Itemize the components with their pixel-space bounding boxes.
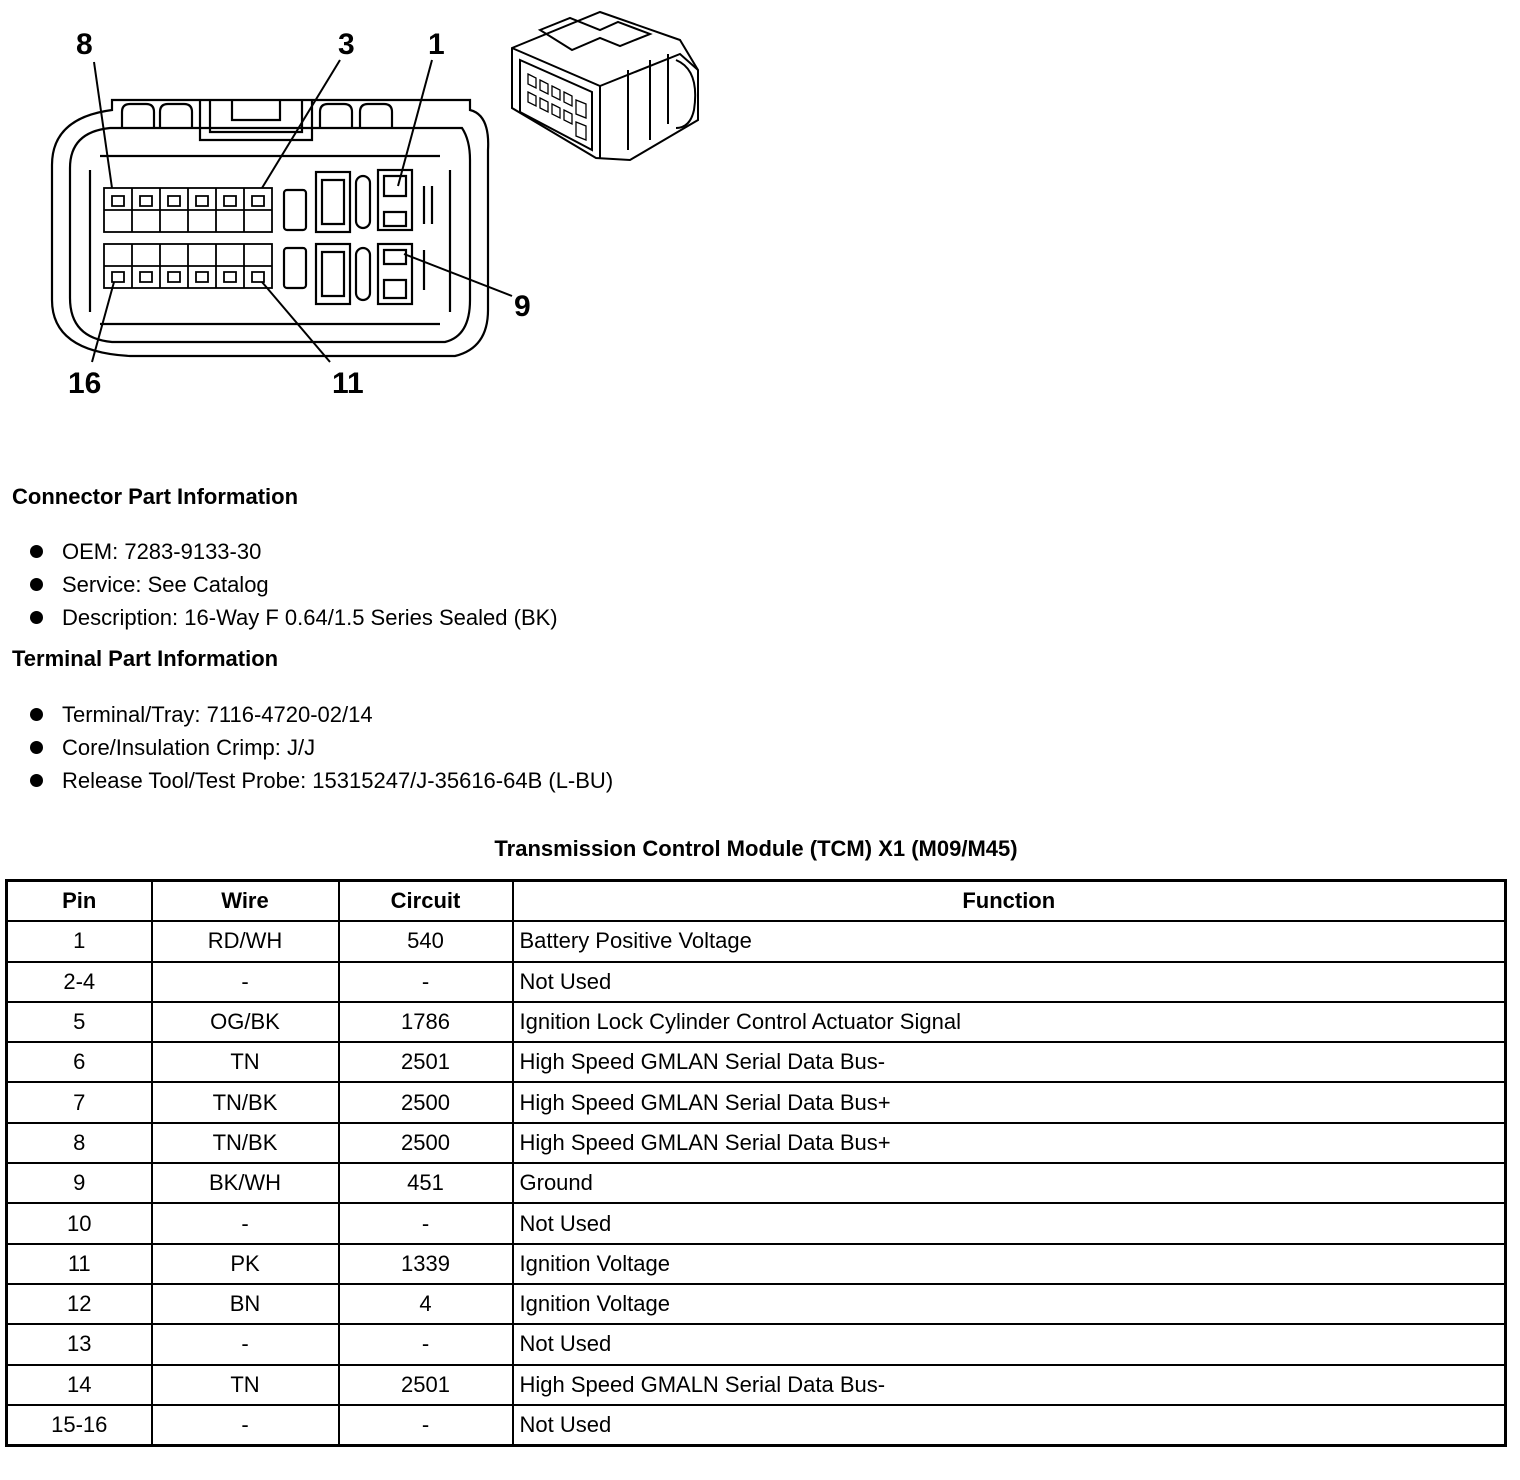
cell-function: Ignition Voltage (513, 1284, 1506, 1324)
pin-cavity-row-top (104, 188, 272, 232)
cell-function: Ignition Lock Cylinder Control Actuator Signal (513, 1002, 1506, 1042)
connector-housing-inner (70, 128, 470, 342)
list-item: Service: See Catalog (28, 568, 558, 601)
pin-label-8: 8 (76, 28, 93, 61)
connector-isometric-view (512, 12, 698, 160)
cell-wire: - (152, 1405, 339, 1446)
cell-pin: 5 (7, 1002, 152, 1042)
cell-function: High Speed GMLAN Serial Data Bus- (513, 1042, 1506, 1082)
cell-function: Not Used (513, 1203, 1506, 1243)
table-row (7, 921, 1506, 961)
cell-circuit: 540 (339, 921, 513, 961)
cell-wire: - (152, 1324, 339, 1364)
bullet-icon (30, 774, 43, 787)
cell-wire: BK/WH (152, 1163, 339, 1203)
cell-pin: 12 (7, 1284, 152, 1324)
terminal-info-heading: Terminal Part Information (12, 646, 279, 671)
cell-circuit: - (339, 1324, 513, 1364)
cell-circuit: 1339 (339, 1244, 513, 1284)
cell-circuit: 451 (339, 1163, 513, 1203)
cell-wire: TN (152, 1042, 339, 1082)
cell-pin: 9 (7, 1163, 152, 1203)
column-header-pin: Pin (7, 881, 152, 922)
cell-function: Battery Positive Voltage (513, 921, 1506, 961)
cell-wire: TN (152, 1365, 339, 1405)
cell-wire: BN (152, 1284, 339, 1324)
cell-circuit: 2501 (339, 1365, 513, 1405)
cell-pin: 10 (7, 1203, 152, 1243)
table-row (7, 1123, 1506, 1163)
table-row (7, 1163, 1506, 1203)
cell-wire: TN/BK (152, 1082, 339, 1122)
cell-pin: 7 (7, 1082, 152, 1122)
cell-pin: 2-4 (7, 962, 152, 1002)
column-header-function: Function (513, 881, 1506, 922)
cell-function: Ground (513, 1163, 1506, 1203)
cell-pin: 11 (7, 1244, 152, 1284)
cell-wire: RD/WH (152, 921, 339, 961)
pin-label-11: 11 (332, 367, 364, 400)
cell-circuit: - (339, 1405, 513, 1446)
bullet-icon (30, 611, 43, 624)
pin-label-9: 9 (514, 290, 531, 323)
pinout-table (5, 879, 1507, 1447)
cell-circuit: 4 (339, 1284, 513, 1324)
cell-function: Not Used (513, 1324, 1506, 1364)
list-item: Description: 16-Way F 0.64/1.5 Series Sealed (BK) (28, 601, 558, 634)
cell-pin: 1 (7, 921, 152, 961)
cell-function: Not Used (513, 1405, 1506, 1446)
table-row (7, 1203, 1506, 1243)
pin-label-16: 16 (68, 367, 102, 400)
table-row (7, 1284, 1506, 1324)
cell-circuit: - (339, 962, 513, 1002)
cell-wire: - (152, 962, 339, 1002)
column-header-circuit: Circuit (339, 881, 513, 922)
cell-wire: PK (152, 1244, 339, 1284)
cell-function: High Speed GMLAN Serial Data Bus+ (513, 1082, 1506, 1122)
cell-pin: 15-16 (7, 1405, 152, 1446)
cell-wire: TN/BK (152, 1123, 339, 1163)
cell-circuit: 1786 (339, 1002, 513, 1042)
cell-wire: - (152, 1203, 339, 1243)
list-item: Core/Insulation Crimp: J/J (28, 731, 613, 764)
bullet-icon (30, 708, 43, 721)
table-row (7, 1002, 1506, 1042)
cell-circuit: - (339, 1203, 513, 1243)
terminal-info-list (28, 698, 613, 797)
table-row (7, 1365, 1506, 1405)
cell-pin: 8 (7, 1123, 152, 1163)
pin-label-1: 1 (428, 28, 445, 61)
table-body (7, 921, 1506, 1445)
cell-pin: 13 (7, 1324, 152, 1364)
bullet-icon (30, 545, 43, 558)
connector-info-heading: Connector Part Information (12, 484, 299, 509)
table-row (7, 1244, 1506, 1284)
bullet-icon (30, 578, 43, 591)
table-row (7, 962, 1506, 1002)
cell-pin: 14 (7, 1365, 152, 1405)
table-header-row (7, 881, 1506, 922)
column-header-wire: Wire (152, 881, 339, 922)
connector-diagram (0, 0, 760, 410)
cell-circuit: 2500 (339, 1082, 513, 1122)
cell-function: High Speed GMLAN Serial Data Bus+ (513, 1123, 1506, 1163)
list-item: OEM: 7283-9133-30 (28, 535, 558, 568)
cell-function: Not Used (513, 962, 1506, 1002)
pin-cavity-row-bottom (104, 244, 272, 288)
list-item: Release Tool/Test Probe: 15315247/J-35616-64B (L-BU) (28, 764, 613, 797)
table-row (7, 1082, 1506, 1122)
cell-function: High Speed GMALN Serial Data Bus- (513, 1365, 1506, 1405)
table-row (7, 1324, 1506, 1364)
table-title: Transmission Control Module (TCM) X1 (M09/M45) (494, 836, 1018, 861)
connector-info-list (28, 535, 558, 634)
cell-circuit: 2501 (339, 1042, 513, 1082)
connector-housing-outline (52, 100, 488, 356)
pin-label-3: 3 (338, 28, 355, 61)
cell-pin: 6 (7, 1042, 152, 1082)
table-row (7, 1405, 1506, 1446)
bullet-icon (30, 741, 43, 754)
cell-function: Ignition Voltage (513, 1244, 1506, 1284)
table-row (7, 1042, 1506, 1082)
list-item: Terminal/Tray: 7116-4720-02/14 (28, 698, 613, 731)
cell-wire: OG/BK (152, 1002, 339, 1042)
cell-circuit: 2500 (339, 1123, 513, 1163)
